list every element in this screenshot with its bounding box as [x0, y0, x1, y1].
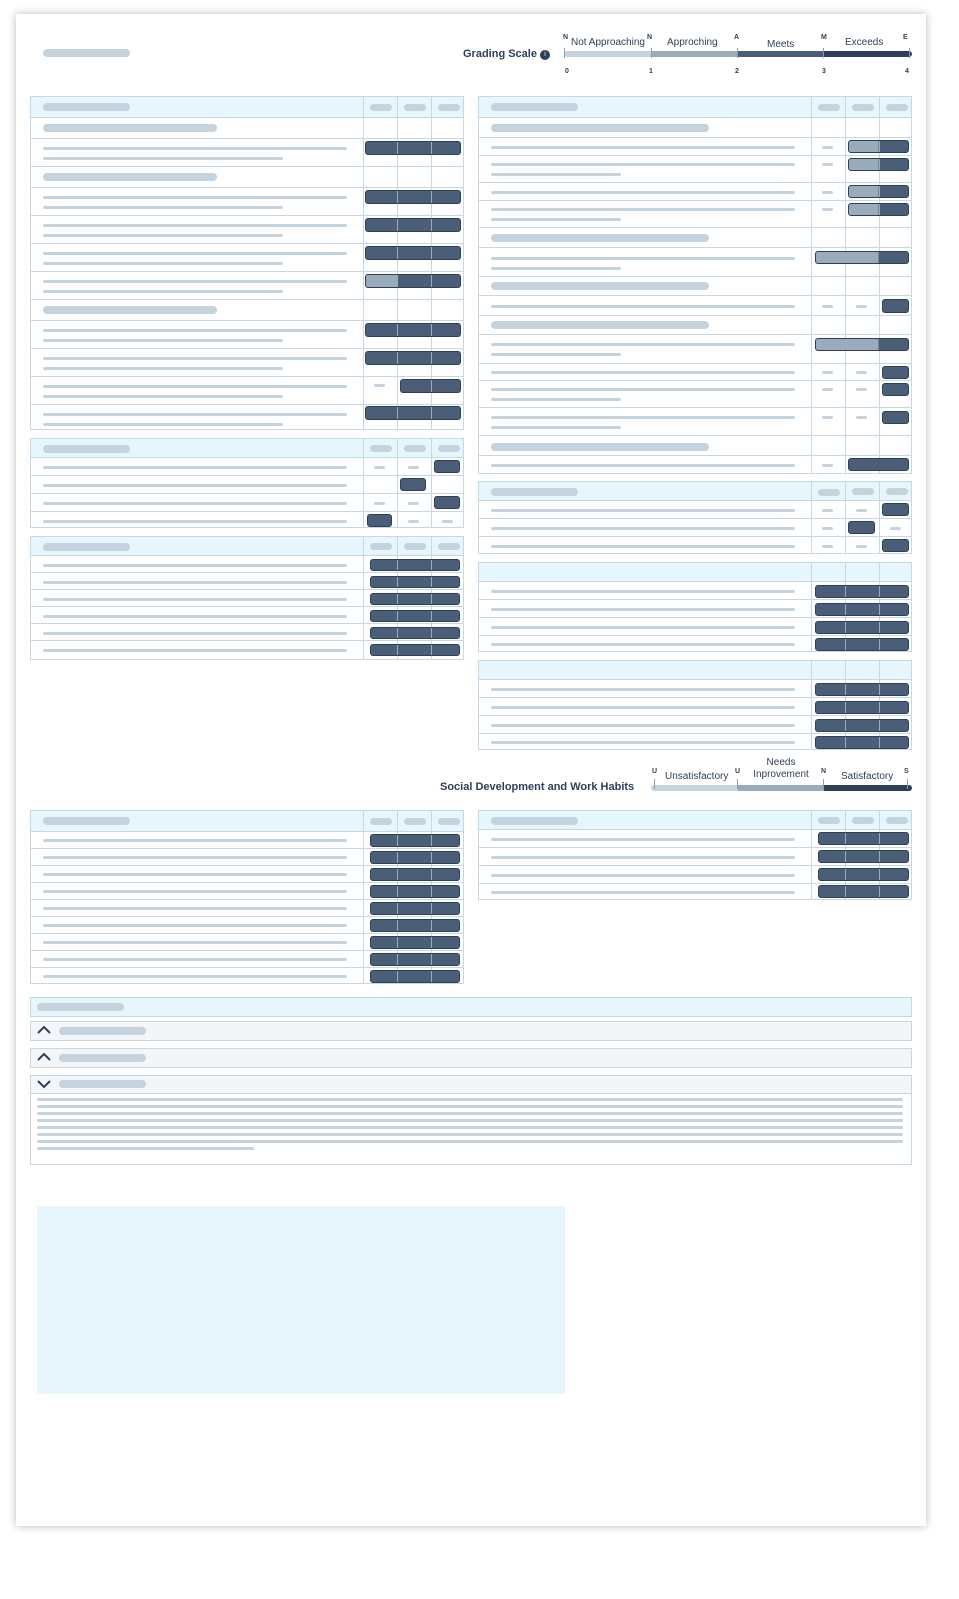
grade-score: 1 [649, 68, 653, 75]
grade-label: Meets [767, 39, 795, 50]
social-letter: S [904, 768, 909, 775]
grade-score: 2 [735, 68, 739, 75]
grading-scale-title: Grading Scale [463, 48, 537, 60]
info-icon[interactable]: i [540, 50, 550, 60]
subject-card [30, 438, 464, 528]
subject-card [30, 96, 464, 430]
accordion-item[interactable] [30, 1048, 912, 1068]
comments-header [30, 997, 912, 1017]
grade-letter: N [563, 34, 569, 41]
social-card [478, 810, 912, 900]
grade-label: Not Approaching [571, 37, 645, 48]
subject-card [478, 562, 912, 652]
subject-card [30, 536, 464, 660]
grade-score: 0 [565, 68, 569, 75]
chevron-up-icon[interactable] [37, 1052, 51, 1062]
signature-panel [37, 1206, 565, 1394]
report-card-page [16, 14, 926, 1526]
grading-band-2 [652, 51, 738, 57]
social-label: Needs Inprovement [753, 757, 809, 780]
social-label: Unsatisfactory [665, 771, 729, 782]
chevron-up-icon[interactable] [37, 1025, 51, 1035]
social-band-3 [824, 785, 912, 791]
grade-letter: A [734, 34, 740, 41]
social-scale-title: Social Development and Work Habits [440, 781, 635, 793]
subject-card [478, 96, 912, 474]
subject-card [478, 660, 912, 750]
social-band-2 [738, 785, 824, 791]
grade-letter: N [647, 34, 653, 41]
accordion-item[interactable] [30, 1075, 912, 1165]
social-letter: U [735, 768, 741, 775]
grade-score: 4 [905, 68, 909, 75]
grading-band-3 [738, 51, 824, 57]
grade-label: Approching [667, 37, 718, 48]
social-label: Satisfactory [841, 771, 894, 782]
social-band-1 [651, 785, 738, 791]
grade-letter: M [821, 34, 827, 41]
social-card [30, 810, 464, 984]
social-letter: U [652, 768, 658, 775]
subject-card [478, 481, 912, 554]
accordion-item[interactable] [30, 1021, 912, 1041]
grade-label: Exceeds [845, 37, 884, 48]
grade-score: 3 [822, 68, 826, 75]
chevron-down-icon[interactable] [37, 1079, 51, 1089]
grading-band-4 [824, 51, 912, 57]
social-letter: N [821, 768, 827, 775]
student-name-placeholder [43, 49, 130, 57]
grading-band-1 [564, 51, 652, 57]
grade-letter: E [903, 34, 908, 41]
